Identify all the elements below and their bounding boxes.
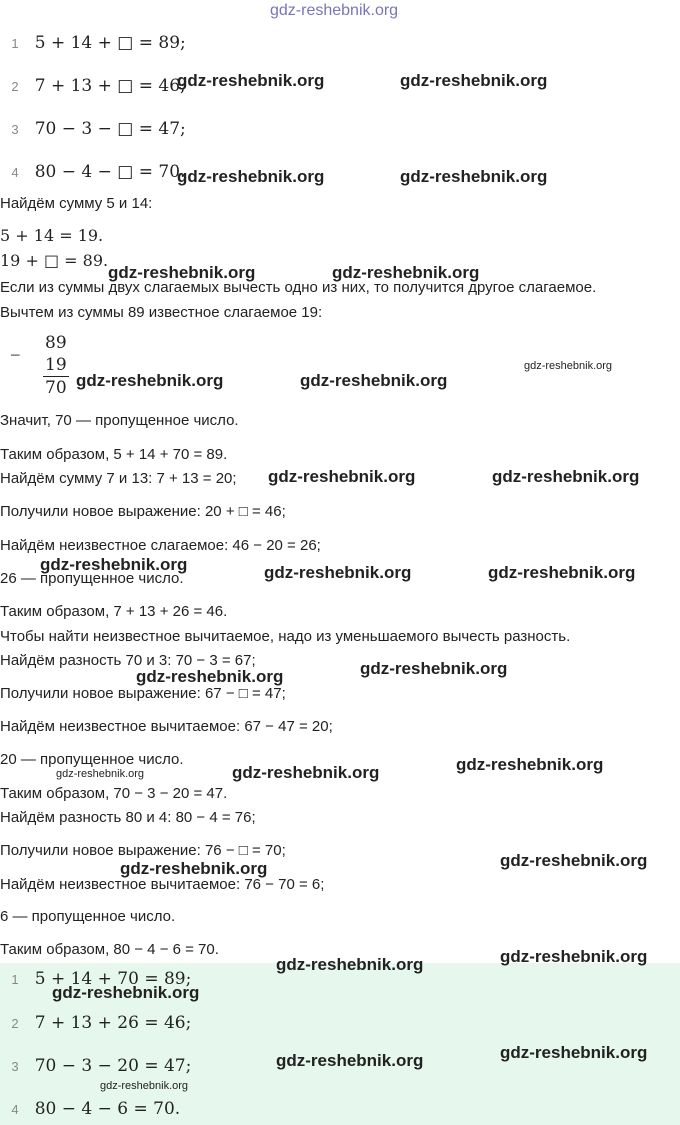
watermark: gdz-reshebnik.org — [264, 563, 412, 582]
solution-line: 6 — пропущенное число. — [0, 908, 176, 925]
answer-expr: 5 + 14 + 70 = 89; — [34, 969, 192, 989]
watermark: gdz-reshebnik.org — [52, 983, 200, 1002]
answer-index: 4 — [11, 1102, 19, 1117]
answer-4 — [0, 1099, 180, 1119]
watermark: gdz-reshebnik.org — [488, 563, 636, 582]
solution-line: 19 + □ = 89. — [0, 251, 109, 270]
solution-line: Таким образом, 5 + 14 + 70 = 89. — [0, 446, 228, 463]
answer-expr: 80 − 4 − 6 = 70. — [34, 1099, 181, 1119]
answer-index: 1 — [11, 972, 19, 987]
solution-line: Чтобы найти неизвестное вычитаемое, надо из уменьшаемого вычесть разность. — [0, 628, 571, 645]
solution-line: Получили новое выражение: 76 − □ = 70; — [0, 842, 286, 859]
problem-expr: 5 + 14 + □ = 89; — [34, 33, 186, 53]
solution-line: Найдём разность 70 и 3: 70 − 3 = 67; — [0, 652, 256, 669]
problem-expr: 7 + 13 + □ = 46; — [34, 76, 186, 96]
watermark: gdz-reshebnik.org — [500, 1043, 648, 1062]
answer-3 — [0, 1056, 191, 1076]
problem-index: 3 — [11, 122, 19, 137]
watermark: gdz-reshebnik.org — [76, 371, 224, 390]
watermark: gdz-reshebnik.org — [360, 659, 508, 678]
problem-2 — [0, 76, 186, 96]
solution-line: 20 — пропущенное число. — [0, 751, 184, 768]
solution-line: Найдём разность 80 и 4: 80 − 4 = 76; — [0, 809, 256, 826]
column-minus-sign: − — [10, 345, 21, 365]
watermark: gdz-reshebnik.org — [492, 467, 640, 486]
watermark: gdz-reshebnik.org — [500, 947, 648, 966]
solution-line: Таким образом, 70 − 3 − 20 = 47. — [0, 785, 228, 802]
answer-expr: 70 − 3 − 20 = 47; — [34, 1056, 192, 1076]
solution-line: Найдём сумму 7 и 13: 7 + 13 = 20; — [0, 470, 237, 487]
watermark: gdz-reshebnik.org — [177, 167, 325, 186]
answer-2 — [0, 1013, 191, 1033]
watermark: gdz-reshebnik.org — [276, 1051, 424, 1070]
watermark: gdz-reshebnik.org — [120, 859, 268, 878]
watermark: gdz-reshebnik.org — [524, 360, 613, 372]
solution-line: Найдём неизвестное вычитаемое: 76 − 70 = 6; — [0, 876, 325, 893]
watermark: gdz-reshebnik.org — [100, 1080, 189, 1092]
watermark: gdz-reshebnik.org — [40, 555, 188, 574]
solution-line: Если из суммы двух слагаемых вычесть одно из них, то получится другое слагаемое. — [0, 279, 597, 296]
watermark: gdz-reshebnik.org — [332, 263, 480, 282]
problem-1 — [0, 33, 186, 53]
header-watermark: gdz-reshebnik.org — [270, 2, 399, 19]
problem-index: 4 — [11, 165, 19, 180]
solution-line: Значит, 70 — пропущенное число. — [0, 412, 239, 429]
watermark: gdz-reshebnik.org — [400, 167, 548, 186]
watermark: gdz-reshebnik.org — [136, 667, 284, 686]
answer-index: 2 — [11, 1016, 19, 1031]
answer-expr: 7 + 13 + 26 = 46; — [34, 1013, 192, 1033]
problem-expr: 70 − 3 − □ = 47; — [34, 119, 186, 139]
solution-line: Найдём сумму 5 и 14: — [0, 195, 153, 212]
answer-index: 3 — [11, 1059, 19, 1074]
watermark: gdz-reshebnik.org — [268, 467, 416, 486]
column-subtrahend: 19 — [45, 355, 67, 375]
watermark: gdz-reshebnik.org — [177, 71, 325, 90]
solution-line: 26 — пропущенное число. — [0, 570, 184, 587]
problem-4 — [0, 162, 185, 182]
watermark: gdz-reshebnik.org — [456, 755, 604, 774]
solution-line: Таким образом, 7 + 13 + 26 = 46. — [0, 603, 228, 620]
column-result: 70 — [45, 378, 67, 398]
solution-line: Найдём неизвестное слагаемое: 46 − 20 = 26; — [0, 537, 321, 554]
watermark: gdz-reshebnik.org — [232, 763, 380, 782]
solution-line: Таким образом, 80 − 4 − 6 = 70. — [0, 941, 219, 958]
problem-index: 2 — [11, 79, 19, 94]
watermark: gdz-reshebnik.org — [300, 371, 448, 390]
solution-line: Получили новое выражение: 20 + □ = 46; — [0, 503, 286, 520]
problem-expr: 80 − 4 − □ = 70. — [34, 162, 186, 182]
watermark: gdz-reshebnik.org — [108, 263, 256, 282]
solution-line: Найдём неизвестное вычитаемое: 67 − 47 = 20; — [0, 718, 333, 735]
watermark: gdz-reshebnik.org — [400, 71, 548, 90]
problem-3 — [0, 119, 186, 139]
solution-line: Вычтем из суммы 89 известное слагаемое 19: — [0, 304, 323, 321]
watermark: gdz-reshebnik.org — [500, 851, 648, 870]
problem-index: 1 — [11, 36, 19, 51]
column-subtraction — [43, 332, 69, 399]
solution-line: 5 + 14 = 19. — [0, 226, 104, 245]
watermark: gdz-reshebnik.org — [276, 955, 424, 974]
solution-line: Получили новое выражение: 67 − □ = 47; — [0, 685, 286, 702]
watermark: gdz-reshebnik.org — [56, 768, 145, 780]
column-minuend: 89 — [45, 333, 67, 353]
